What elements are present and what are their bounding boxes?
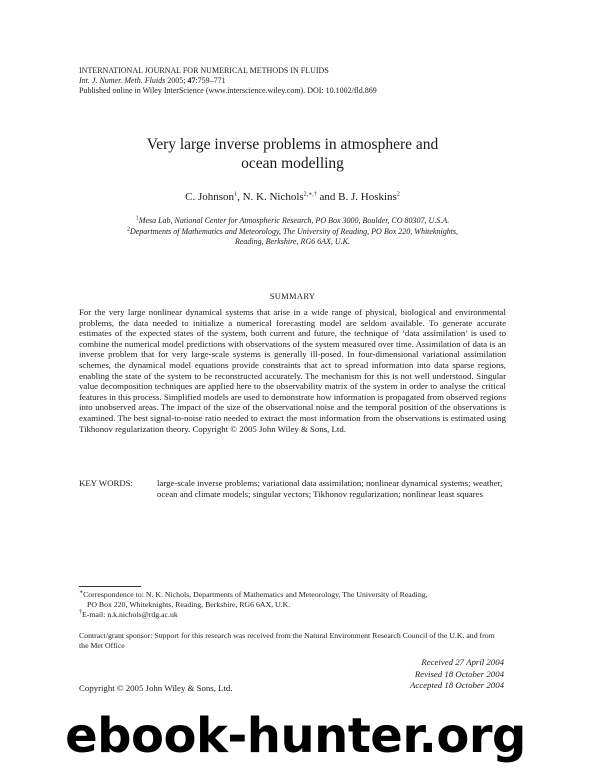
copyright-notice: Copyright © 2005 John Wiley & Sons, Ltd. (79, 683, 233, 693)
journal-year: 2005; (167, 76, 186, 85)
title-line-2: ocean modelling (241, 155, 344, 172)
author-1: C. Johnson (185, 191, 235, 203)
author-sep-2: and (316, 191, 339, 203)
watermark: ebook-hunter.org (65, 708, 526, 764)
summary-heading: SUMMARY (269, 291, 316, 301)
author-2-mark: 2,∗,† (303, 191, 317, 198)
journal-header (79, 66, 519, 96)
affiliation-2-line-2: Reading, Berkshire, RG6 6AX, U.K. (234, 237, 350, 246)
correspondence-note (79, 590, 506, 600)
journal-volume: 47 (187, 76, 196, 85)
footnote-rule (79, 586, 141, 587)
summary-text: For the very large nonlinear dynamical systems that arise in a wide range of physical, biological and environmental problems, the data needed to initialize a numerical forecasting model are seldom available. To generate accurate estimates of the expected states of the system, both current and future, the technique of ‘data assimilation’ is used to combine the numerical model predictions with observations of the system measured over time. Assimilation of data is an inverse problem that for very large-scale systems is generally ill-posed. In four-dimensional variational assimilation schemes, the dynamical model equations provide constraints that act to spread information into data sparse regions, enabling the state of the system to be reconstructed accurately. The mechanism for this is not well understood. Singular value decomposition techniques are applied here to the observability matrix of the system in order to analyse the critical features in this process. Simplified models are used to demonstrate how information is propagated from observed regions into unobserved areas. The impact of the size of the observational noise and the temporal position of the observations is examined. The best signal-to-noise ratio needed to extract the most information from the observations is estimated using Tikhonov regularization theory. Copyright © 2005 John Wiley & Sons, Ltd. (79, 307, 506, 434)
author-3: B. J. Hoskins (338, 191, 397, 203)
affiliation-1 (79, 216, 506, 227)
author-3-mark: 2 (396, 191, 400, 198)
author-list (79, 191, 506, 203)
affiliation-2 (79, 227, 506, 238)
author-sep-1: , (237, 191, 243, 203)
affiliations (79, 216, 506, 248)
correspondence-line-1: Correspondence to: N. K. Nichols, Departments of Mathematics and Meteorology, The University of Reading, (83, 590, 428, 599)
affiliation-2-mark: 2 (126, 225, 130, 232)
keywords-label: KEY WORDS: (79, 478, 134, 488)
affiliation-2-line-1: Departments of Mathematics and Meteorology, The University of Reading, PO Box 220, Whiteknights, (129, 226, 459, 236)
date-revised: Revised 18 October 2004 (414, 668, 504, 679)
paper-title (79, 135, 506, 173)
correspondence-mark: ∗ (79, 589, 84, 596)
email-text: E-mail: n.k.nichols@rdg.ac.uk (82, 609, 178, 619)
date-accepted: Accepted 18 October 2004 (409, 680, 504, 690)
title-line-1: Very large inverse problems in atmosphere and (146, 136, 439, 153)
author-2: N. K. Nichols (242, 191, 304, 203)
email-mark: † (79, 609, 82, 615)
keywords-text: large-scale inverse problems; variational data assimilation; nonlinear dynamical systems; weather, ocean and climate models; singular vectors; Tikhonov regularization; nonlinear least squares (157, 478, 503, 499)
journal-pages: :759–771 (195, 76, 226, 85)
date-received: Received 27 April 2004 (421, 657, 504, 667)
journal-citation (79, 76, 519, 86)
email-note (79, 610, 506, 620)
affiliation-1-text: Mesa Lab, National Center for Atmospheric Research, PO Box 3000, Boulder, CO 80307, U.S.A. (138, 216, 450, 225)
journal-abbrev: Int. J. Numer. Meth. Fluids (79, 76, 166, 85)
received-dates (410, 657, 504, 692)
footnotes (79, 590, 506, 619)
published-online: Published online in Wiley InterScience (www.interscience.wiley.com). DOI: 10.1002/fld.869 (79, 86, 377, 95)
correspondence-line-2: PO Box 220, Whiteknights, Reading, Berkshire, RG6 6AX, U.K. (87, 599, 291, 609)
grant-sponsor: Contract/grant sponsor: Support for this research was received from the Natural Environment Research Council of the U.K. and from the Met Office (79, 631, 495, 650)
journal-name: INTERNATIONAL JOURNAL FOR NUMERICAL METHODS IN FLUIDS (79, 66, 329, 75)
author-1-mark: 1 (234, 191, 238, 198)
affiliation-1-mark: 1 (135, 215, 139, 222)
